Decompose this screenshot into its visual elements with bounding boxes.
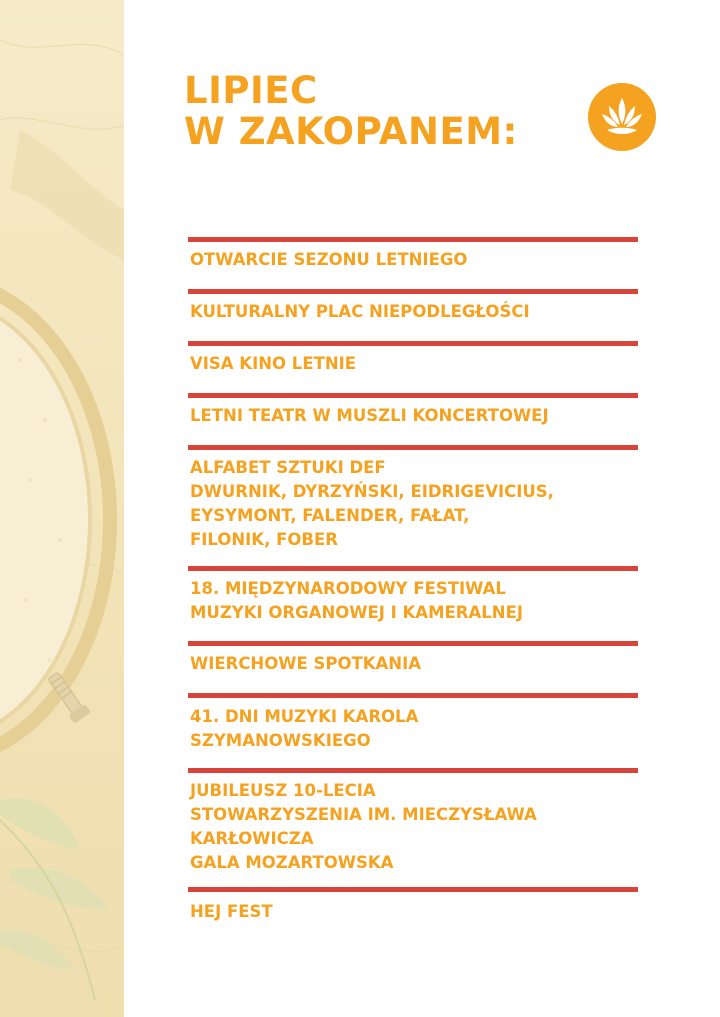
- event-item-7: [190, 652, 640, 676]
- flower-logo-icon: [587, 82, 657, 152]
- event-item-6: [190, 577, 640, 625]
- event-line: FILONIK, FOBER: [190, 530, 338, 549]
- event-item-3: [190, 352, 640, 376]
- event-line: KULTURALNY PLAC NIEPODLEGŁOŚCI: [190, 302, 530, 321]
- divider: [188, 289, 638, 294]
- embroidery-hoop-illustration: [0, 0, 124, 1017]
- event-item-2: [190, 300, 640, 324]
- event-line: MUZYKI ORGANOWEJ I KAMERALNEJ: [190, 603, 523, 622]
- divider: [188, 641, 638, 646]
- event-line: OTWARCIE SEZONU LETNIEGO: [190, 250, 468, 269]
- event-line: SZYMANOWSKIEGO: [190, 731, 371, 750]
- event-line: GALA MOZARTOWSKA: [190, 853, 394, 872]
- event-line: ALFABET SZTUKI DEF: [190, 458, 386, 477]
- page-title-line-1: LIPIEC: [184, 69, 318, 112]
- event-item-1: [190, 248, 640, 272]
- event-line: HEJ FEST: [190, 902, 273, 921]
- divider: [188, 693, 638, 698]
- page-title-line-2: W ZAKOPANEM:: [184, 110, 518, 153]
- divider: [188, 445, 638, 450]
- event-item-4: [190, 404, 640, 428]
- divider: [188, 341, 638, 346]
- event-line: WIERCHOWE SPOTKANIA: [190, 654, 422, 673]
- event-item-9: [190, 779, 640, 875]
- divider: [188, 393, 638, 398]
- event-line: JUBILEUSZ 10-LECIA: [190, 781, 376, 800]
- event-line: STOWARZYSZENIA IM. MIECZYSŁAWA: [190, 805, 537, 824]
- divider: [188, 566, 638, 571]
- event-line: KARŁOWICZA: [190, 829, 314, 848]
- event-item-10: [190, 900, 640, 924]
- event-item-8: [190, 705, 640, 753]
- divider: [188, 237, 638, 242]
- event-line: 41. DNI MUZYKI KAROLA: [190, 707, 419, 726]
- decorative-photo-strip: [0, 0, 124, 1017]
- event-line: 18. MIĘDZYNARODOWY FESTIWAL: [190, 579, 506, 598]
- page-title: [184, 70, 518, 152]
- event-line: DWURNIK, DYRZYŃSKI, EIDRIGEVICIUS,: [190, 482, 554, 501]
- event-item-5: [190, 456, 640, 552]
- divider: [188, 768, 638, 773]
- event-line: EYSYMONT, FALENDER, FAŁAT,: [190, 506, 470, 525]
- event-line: VISA KINO LETNIE: [190, 354, 357, 373]
- divider: [188, 887, 638, 892]
- flower-icon: [587, 82, 657, 152]
- event-line: LETNI TEATR W MUSZLI KONCERTOWEJ: [190, 406, 549, 425]
